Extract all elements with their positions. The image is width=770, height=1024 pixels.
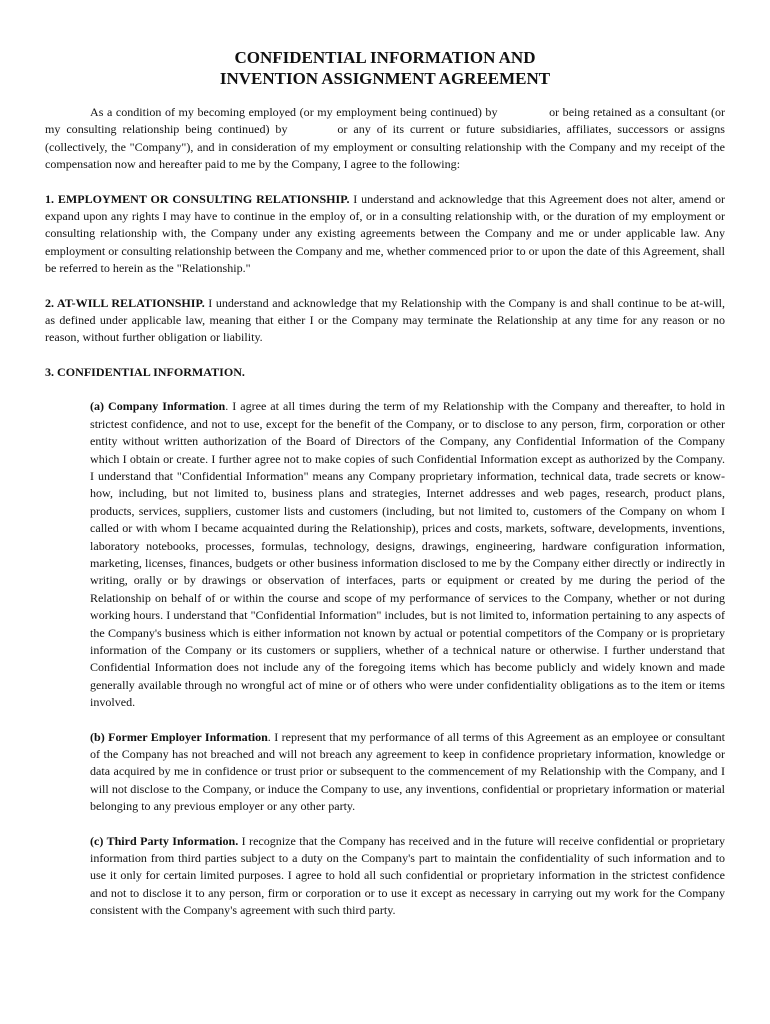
section-3b-heading: (b) Former Employer Information [90,729,268,744]
section-3-heading: 3. CONFIDENTIAL INFORMATION. [45,364,245,379]
intro-paragraph [45,104,725,174]
section-1-body: I understand and acknowledge that this Agreement does not alter, amend or expand upon any rights I may have to continue in the employ of, or in a consulting relationship with, or the duration of my employment or consulting relationship with, the Company under any existing agreements between the Company and me or under applicable law. Any employment or consulting relationship between the Company and me, whether commenced prior to or upon the date of this Agreement, shall be referred to herein as the "Relationship." [45,191,725,276]
section-3b-body: . I represent that my performance of all terms of this Agreement as an employee or consultant of the Company has not breached and will not breach any agreement to keep in confidence proprietary information, knowledge or data acquired by me in confidence or trust prior or subsequent to the commencement of my Relationship with the Company, and I will not disclose to the Company, or induce the Company to use, any inventions, confidential or proprietary information or material belonging to any previous employer or any other party. [90,729,725,814]
intro-text-3: or any of its current or future subsidiaries, affiliates, successors or assigns (collectively, the "Company"), and in consideration of my employment or consulting relationship with the Company and my receipt of the compensation now and hereafter paid to me by the Company, I agree to the following: [45,122,725,172]
title-line-2: INVENTION ASSIGNMENT AGREEMENT [219,69,551,88]
section-3a-heading: (a) Company Information [90,399,226,414]
section-2-heading: 2. AT-WILL RELATIONSHIP. [45,295,205,310]
title-line-1: CONFIDENTIAL INFORMATION AND [234,48,536,67]
section-3 [45,364,725,381]
section-2-body: I understand and acknowledge that my Relationship with the Company is and shall continue to be at-will, as defined under applicable law, meaning that either I or the Company may terminate the Relationship at any time for any reason or no reason, without further obligation or liability. [45,295,725,345]
intro-text-2: or being retained as a consultant (or my consulting relationship being continued) by [45,105,726,137]
section-3c [90,833,725,920]
section-3b [90,729,725,816]
section-1 [45,191,725,278]
section-3a-body: . I agree at all times during the term of my Relationship with the Company and thereafter, to hold in strictest confidence, and not to use, except for the benefit of the Company, or to disclose to any person, firm, corporation or other entity without written authorization of the Board of Directors of the Company, any Confidential Information of the Company which I obtain or create. I further agree not to make copies of such Confidential Information except as authorized by the Company. I understand that "Confidential Information" means any Company proprietary information, technical data, trade secrets or know- how, including, but not limited to, business plans and strategies, Internet addresses and web pages, research, product plans, products, services, suppliers, customer lists and customers (including, but not limited to, customers of the Company on whom I called or with whom I became acquainted during the Relationship), prices and costs, markets, software, developments, inventions, laboratory notebooks, processes, formulas, technology, designs, drawings, engineering, hardware configuration information, marketing, licenses, finances, budgets or other business information disclosed to me by the Company either directly or indirectly in writing, orally or by drawings or observation of interfaces, parts or equipment or created by me during the period of the Relationship on behalf of or within the course and scope of my performance of services to the Company, whether or not during working hours. I understand that "Confidential Information" includes, but is not limited to, information pertaining to any aspects of the Company's business which is either information not known by actual or potential competitors of the Company or is proprietary information of the Company or its customers or suppliers, whether of a technical nature or otherwise. I further understand that Confidential Information does not include any of the foregoing items which has become publicly and widely known and made generally available through no wrongful act of mine or of others who were under confidentiality obligations as to the item or items involved. [90,399,726,710]
intro-text-1: As a condition of my becoming employed (or my employment being continued) by [90,105,498,119]
section-3c-body: I recognize that the Company has received and in the future will receive confidential or proprietary information from third parties subject to a duty on the Company's part to maintain the confidentiality of such information and to use it only for certain limited purposes. I agree to hold all such confidential or proprietary information in the strictest confidence and not to disclose it to any person, firm or corporation or to use it except as necessary in carrying out my work for the Company consistent with the Company's agreement with such third party. [90,833,725,918]
document-page [45,47,725,937]
section-1-heading: 1. EMPLOYMENT OR CONSULTING RELATIONSHIP. [45,191,350,206]
section-3a [90,398,725,711]
document-title [45,47,725,89]
section-3c-heading: (c) Third Party Information. [90,833,239,848]
section-2 [45,295,725,347]
